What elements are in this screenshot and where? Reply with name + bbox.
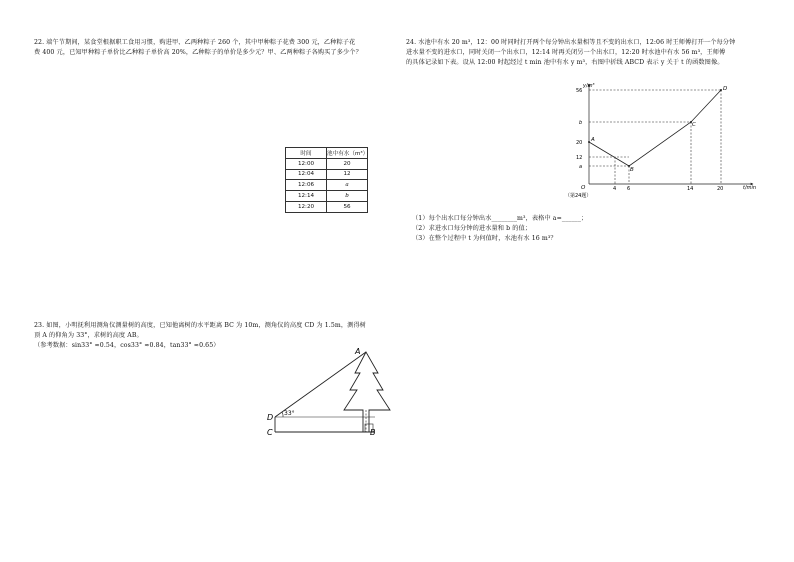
water-cell: 56 xyxy=(327,201,368,212)
q24-line-1: 24. 水池中有水 20 m³，12：00 时同时打开两个每分钟出水量相等且不变的出水口，12:06 时王师傅打开一个每分钟 xyxy=(406,39,736,46)
q23-line-2: 顶 A 的仰角为 33°，求树的高度 AB。 xyxy=(34,332,143,339)
graph-polyline-ABCD xyxy=(589,90,721,166)
label-D: D xyxy=(267,413,274,422)
water-cell: b xyxy=(327,191,368,202)
table-row xyxy=(286,201,368,212)
time-cell: 12:20 xyxy=(286,201,327,212)
q23-line-1: 23. 如图，小明抚利用测角仪测量树的高度，已知他离树的水平距离 BC 为 10m，测角仪的高度 CD 为 1.5m，测得树 xyxy=(34,322,367,329)
question-24 xyxy=(406,38,776,68)
header-time: 时间 xyxy=(286,148,327,159)
tree-figure xyxy=(262,344,392,440)
y-tick-56: 56 xyxy=(576,88,583,94)
label-angle: 33° xyxy=(284,410,295,417)
origin-label: O xyxy=(581,185,586,191)
q24-sub-2: （2）求进水口每分钟的进水量和 b 的值； xyxy=(412,225,532,232)
water-cell: 20 xyxy=(327,158,368,169)
x-tick-4: 4 xyxy=(613,186,617,192)
table-row xyxy=(286,191,368,202)
q24-line-3: 的具体记录如下表。设从 12:00 时起经过 t min 池中有水 y m³，右图中折线 ABCD 表示 y 关于 t 的函数图像。 xyxy=(406,59,724,66)
q24-sub-3: （3）在整个过程中 t 为何值时，水池有水 16 m³？ xyxy=(412,235,557,242)
water-table xyxy=(285,147,368,213)
label-C: C xyxy=(267,428,273,437)
point-C-label: C xyxy=(692,122,696,128)
label-B: B xyxy=(370,428,376,437)
x-tick-6: 6 xyxy=(627,186,631,192)
table-row xyxy=(286,158,368,169)
function-graph xyxy=(565,80,765,200)
table-row xyxy=(286,169,368,180)
q24-line-2: 进水量不变的进水口，同时关闭一个出水口，12:14 时再关闭另一个出水口，12:20 时水池中有水 56 m³，王师傅 xyxy=(406,49,726,56)
header-water: 池中有水（m³） xyxy=(327,148,368,159)
time-cell: 12:04 xyxy=(286,169,327,180)
y-tick-b: b xyxy=(579,120,583,126)
y-tick-20: 20 xyxy=(576,140,583,146)
time-cell: 12:14 xyxy=(286,191,327,202)
y-axis-label: y/m³ xyxy=(583,83,595,89)
q23-line-3: （参考数据：sin33° ≈0.54，cos33° ≈0.84，tan33° ≈0.65） xyxy=(34,342,220,349)
q24-subquestions xyxy=(412,214,712,244)
question-22 xyxy=(34,38,394,58)
graph-caption: （第24题） xyxy=(565,193,592,199)
x-tick-20: 20 xyxy=(717,186,724,192)
table-header-row xyxy=(286,148,368,159)
table-row xyxy=(286,180,368,191)
point-B-label: B xyxy=(630,167,634,173)
x-tick-14: 14 xyxy=(687,186,694,192)
label-A: A xyxy=(355,347,361,356)
y-tick-12: 12 xyxy=(576,155,583,161)
time-cell: 12:06 xyxy=(286,180,327,191)
water-cell: 12 xyxy=(327,169,368,180)
water-cell: a xyxy=(327,180,368,191)
point-D-label: D xyxy=(723,86,728,92)
y-tick-a: a xyxy=(579,164,583,170)
q22-line-2: 费 400 元，已知甲种粽子单价比乙种粽子单价高 20%，乙种粽子的单价是多少元？甲、乙两种粽子各购买了多少个？ xyxy=(34,49,362,56)
x-axis-label: t/min xyxy=(743,185,757,191)
point-A-label: A xyxy=(591,137,595,143)
q24-sub-1: （1）每个出水口每分钟出水________m³，表格中 a=______； xyxy=(412,215,588,222)
time-cell: 12:00 xyxy=(286,158,327,169)
q22-line-1: 22. 端午节期间，某食堂根据职工食用习惯，购进甲、乙两种粽子 260 个，其中甲种粽子花费 300 元，乙种粽子花 xyxy=(34,39,356,46)
